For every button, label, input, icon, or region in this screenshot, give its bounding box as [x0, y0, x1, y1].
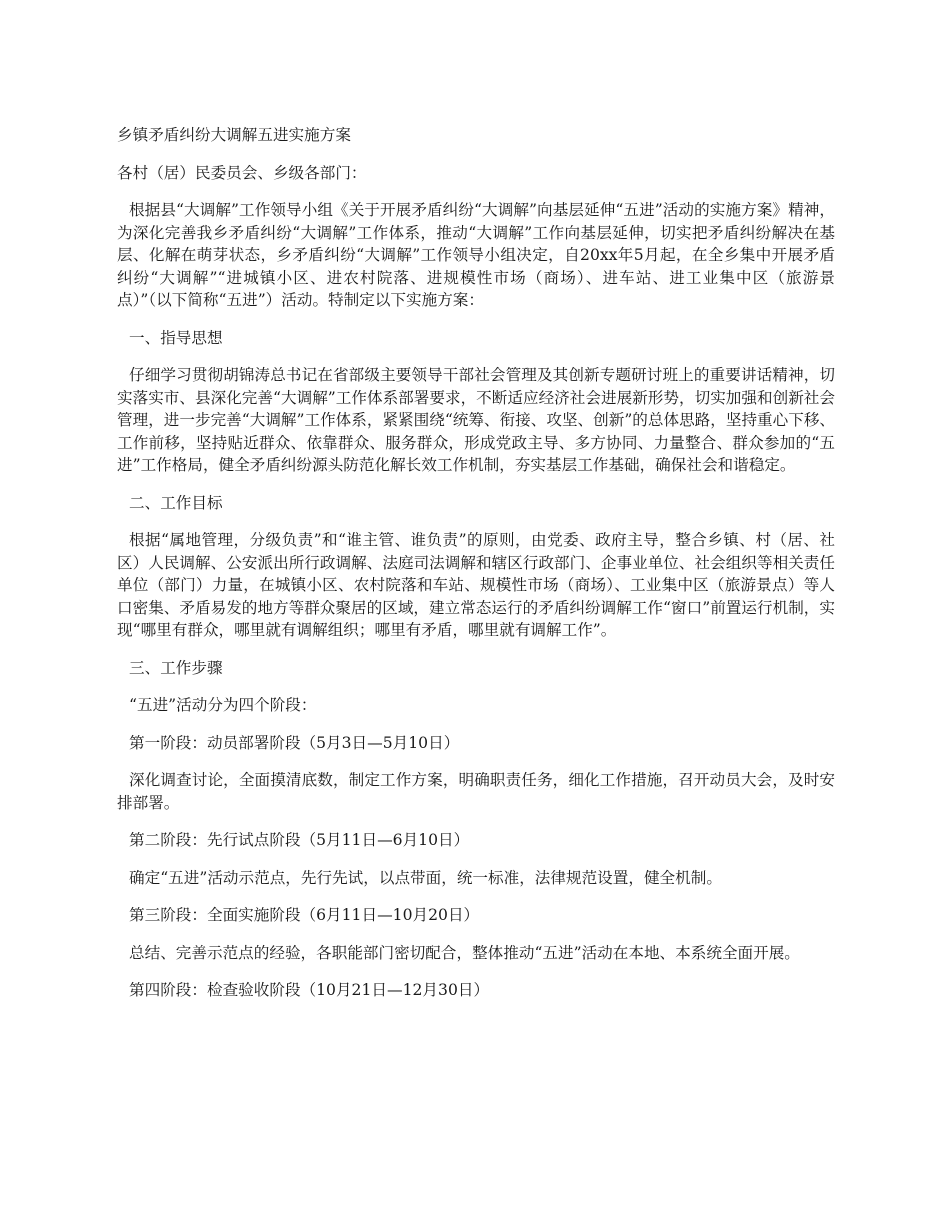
- intro-paragraph: 根据县“大调解”工作领导小组《关于开展矛盾纠纷“大调解”向基层延伸“五进”活动的实施方案》精神，为深化完善我乡矛盾纠纷“大调解”工作体系，推动“大调解”工作向基层延伸，切实把矛盾纠纷解决在基层、化解在萌芽状态，乡矛盾纠纷“大调解”工作领导小组决定，自20xx年5月起，在全乡集中开展矛盾纠纷“大调解”“进城镇小区、进农村院落、进规模性市场（商场）、进车站、进工业集中区（旅游景点）”（以下简称“五进”）活动。特制定以下实施方案：: [117, 201, 835, 309]
- phase-4-heading: 第四阶段：检查验收阶段（10月21日—12月30日）: [129, 981, 490, 999]
- document-page: [117, 124, 835, 1017]
- phase-1-heading: 第一阶段：动员部署阶段（5月3日—5月10日）: [129, 733, 460, 752]
- document-title: 乡镇矛盾纠纷大调解五进实施方案: [117, 126, 351, 144]
- phase-1-body: 深化调查讨论，全面摸清底数，制定工作方案，明确职责任务，细化工作措施，召开动员大会，及时安排部署。: [117, 771, 835, 812]
- phase-2-body: 确定“五进”活动示范点，先行先试，以点带面，统一标准，法律规范设置，健全机制。: [129, 868, 722, 887]
- section-body-guiding-thought: 仔细学习贯彻胡锦涛总书记在省部级主要领导干部社会管理及其创新专题研讨班上的重要讲话精神，切实落实市、县深化完善“大调解”工作体系部署要求，不断适应经济社会进展新形势，切实加强和创新社会管理，进一步完善“大调解”工作体系，紧紧围绕“统筹、衔接、攻坚、创新”的总体思路，坚持重心下移、工作前移，坚持贴近群众、依靠群众、服务群众，形成党政主导、多方协同、力量整合、群众参加的“五进”工作格局，健全矛盾纠纷源头防范化解长效工作机制，夯实基层工作基础，确保社会和谐稳定。: [117, 366, 836, 474]
- phase-2-heading: 第二阶段：先行试点阶段（5月11日—6月10日）: [129, 831, 470, 849]
- section-heading-work-goal: 二、工作目标: [129, 493, 223, 512]
- phase-3-body: 总结、完善示范点的经验，各职能部门密切配合，整体推动“五进”活动在本地、本系统全面开展。: [129, 943, 800, 962]
- section-heading-guiding-thought: 一、指导思想: [129, 328, 223, 347]
- section-intro-work-steps: “五进”活动分为四个阶段：: [129, 696, 317, 714]
- section-body-work-goal: 根据“属地管理，分级负责”和“谁主管、谁负责”的原则，由党委、政府主导，整合乡镇、村（居、社区）人民调解、公安派出所行政调解、法庭司法调解和辖区行政部门、企事业单位、社会组织等相关责任单位（部门）力量，在城镇小区、农村院落和车站、规模性市场（商场）、工业集中区（旅游景点）等人口密集、矛盾易发的地方等群众聚居的区域，建立常态运行的矛盾纠纷调解工作“窗口”前置运行机制，实现“哪里有群众，哪里就有调解组织；哪里有矛盾，哪里就有调解工作”。: [117, 531, 835, 639]
- phase-3-heading: 第三阶段：全面实施阶段（6月11日—10月20日）: [129, 906, 480, 924]
- section-heading-work-steps: 三、工作步骤: [129, 658, 223, 677]
- salutation: 各村（居）民委员会、乡级各部门：: [117, 163, 367, 182]
